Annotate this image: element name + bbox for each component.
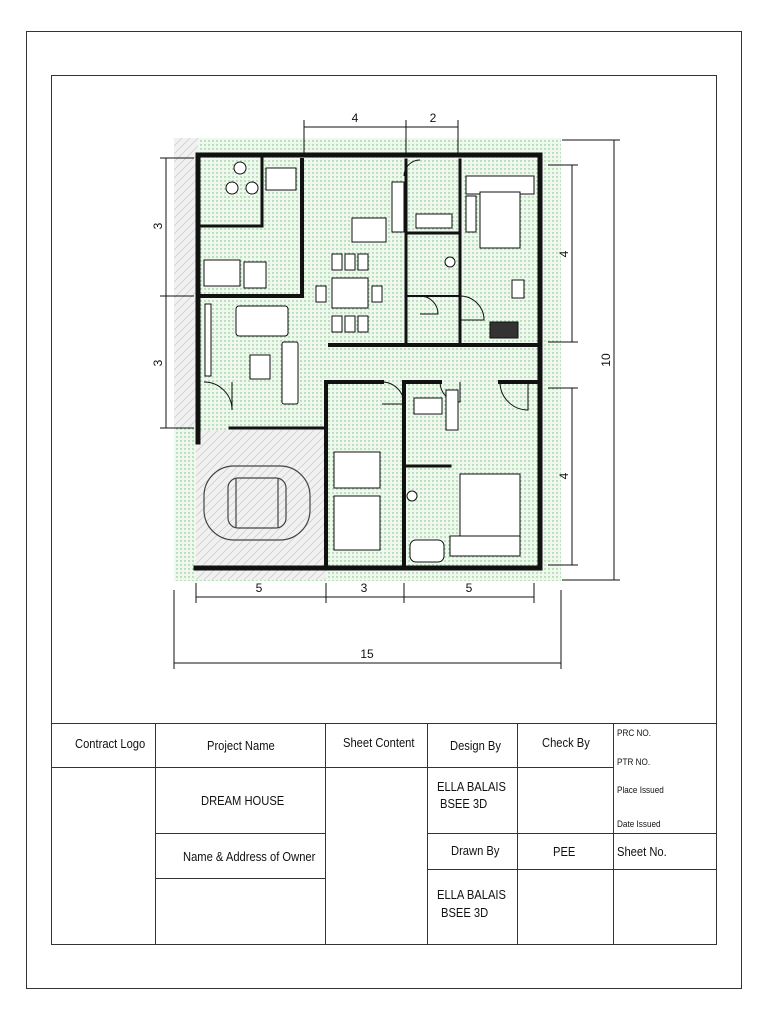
sheet-content-label: Sheet Content [343,735,415,750]
dim-left-lower: 3 [151,359,165,367]
check-by-label: Check By [542,735,590,750]
project-name-value: DREAM HOUSE [201,793,285,808]
dim-right-total: 10 [599,353,613,367]
sheet-no-label: Sheet No. [617,844,667,859]
design-by-course: BSEE 3D [440,796,488,811]
title-block [51,723,717,945]
dim-overall: 15 [360,647,374,661]
dim-top-left: 4 [351,111,359,125]
dim-bottom-c: 5 [465,581,473,595]
drawn-by-course: BSEE 3D [441,905,489,920]
drawn-by-check: PEE [553,844,576,859]
dim-right-lower: 4 [557,472,571,480]
date-issued-label: Date Issued [617,819,661,830]
ptr-no-label: PTR NO. [617,757,651,768]
dim-right-upper: 4 [557,250,571,258]
design-by-label: Design By [450,738,501,753]
place-issued-label: Place Issued [617,785,664,796]
owner-label: Name & Address of Owner [183,849,316,864]
project-name-label: Project Name [207,738,275,753]
dim-top-right: 2 [429,111,437,125]
prc-no-label: PRC NO. [617,728,652,739]
drawn-by-name: ELLA BALAIS [437,887,507,902]
design-by-name: ELLA BALAIS [437,779,507,794]
contract-logo-label: Contract Logo [75,736,146,751]
dim-left-upper: 3 [151,222,165,230]
drawn-by-label: Drawn By [451,843,500,858]
dim-bottom-a: 5 [255,581,263,595]
dim-bottom-b: 3 [360,581,368,595]
